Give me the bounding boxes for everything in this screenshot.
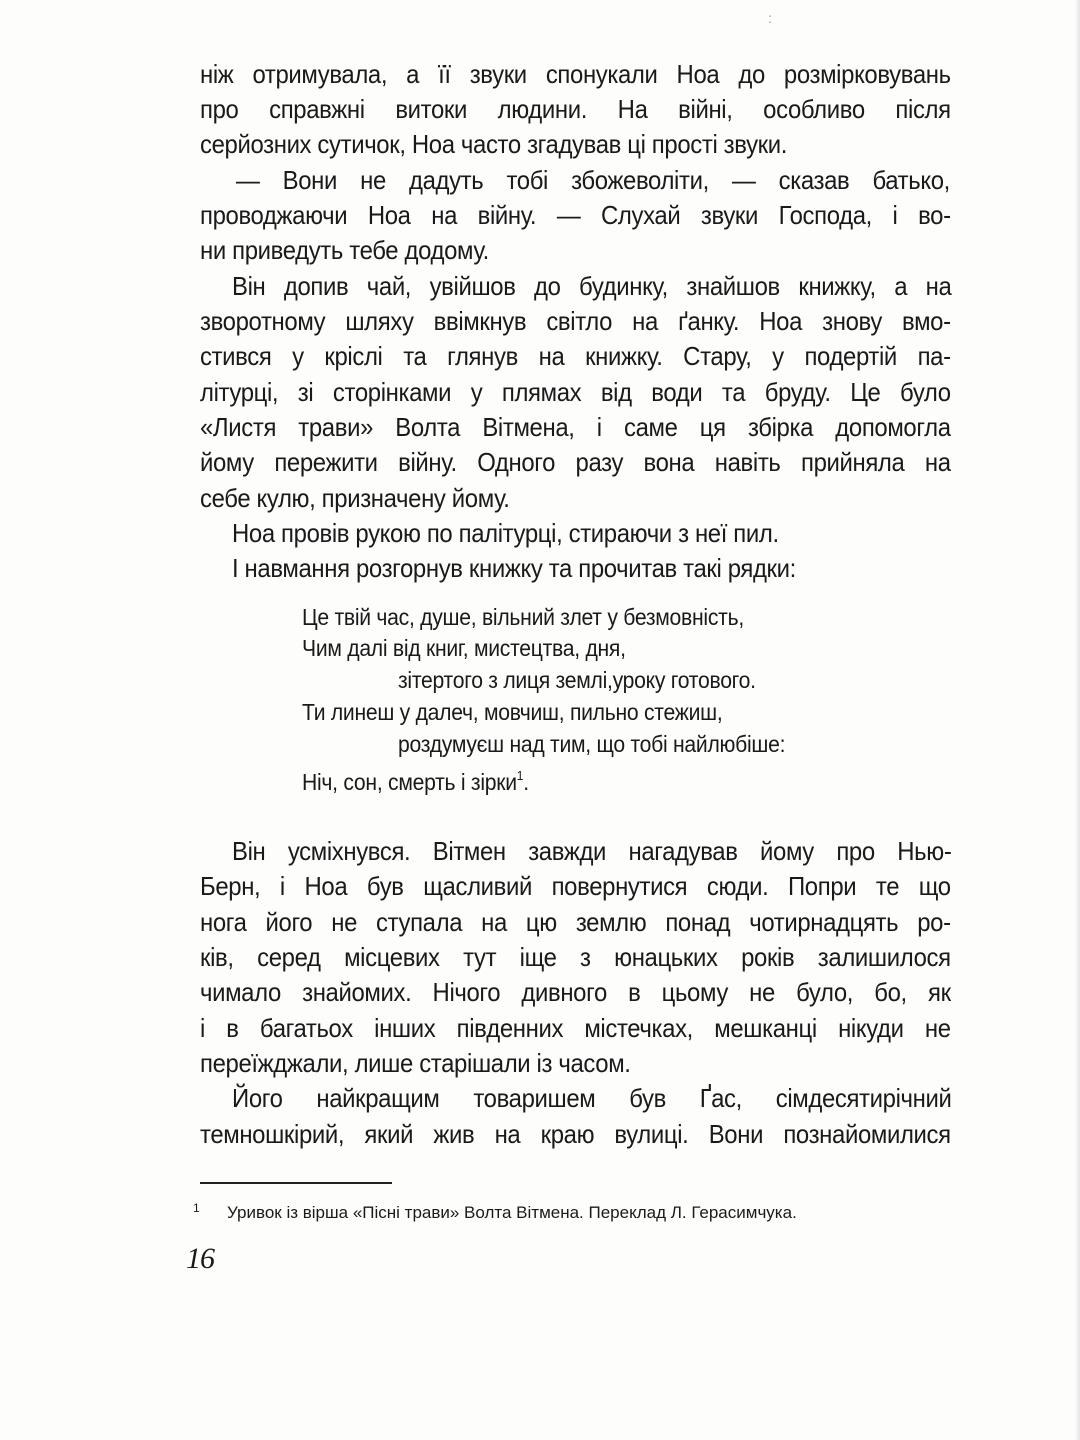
- text-line: йому пережити війну. Одного разу вона навіть прийняла на: [200, 447, 951, 477]
- text-line: темношкірий, який жив на краю вулиці. Вони познайомилися: [200, 1119, 951, 1149]
- footnote-divider: [200, 1182, 392, 1184]
- text-line: переїжджали, лише старішали із часом.: [200, 1048, 631, 1078]
- text-line: нога його не ступала на цю землю понад чотирнадцять ро-: [200, 907, 951, 937]
- text-line: стився у кріслі та глянув на книжку. Стару, у подертій па-: [200, 341, 951, 371]
- verse-line: Чим далі від книг, мистецтва, дня,: [302, 635, 626, 661]
- text-line: проводжаючи Ноа на війну. — Слухай звуки Господа, і во-: [200, 200, 951, 230]
- verse-period: .: [523, 769, 529, 795]
- page-number: 16: [186, 1242, 214, 1275]
- text-line: ни приведуть тебе додому.: [200, 235, 489, 265]
- text-line: ніж отримувала, а її звуки спонукали Ноа до розмірковувань: [200, 59, 951, 89]
- footnote-text: Уривок із вірша «Пісні трави» Волта Вітмена. Переклад Л. Герасимчука.: [227, 1203, 797, 1222]
- text-line: і в багатьох інших південних містечках, мешканці нікуди не: [200, 1013, 951, 1043]
- text-line: ків, серед місцевих тут іще з юнацьких років залишилося: [200, 942, 951, 972]
- text-line: Він допив чай, увійшов до будинку, знайшов книжку, а на: [232, 271, 952, 301]
- text-line: — Вони не дадуть тобі збожеволіти, — сказав батько,: [236, 165, 950, 195]
- text-line: Його найкращим товаришем був Ґас, сімдесятирічний: [232, 1083, 952, 1113]
- text-line: Берн, і Ноа був щасливий повернутися сюди. Попри те що: [200, 871, 951, 901]
- text-line: серйозних сутичок, Ноа часто згадував ці прості звуки.: [200, 129, 788, 159]
- footnote-marker: 1: [193, 1201, 200, 1215]
- verse-text: Ніч, сон, смерть і зірки: [302, 769, 517, 795]
- text-line: чимало знайомих. Нічого дивного в цьому не було, бо, як: [200, 977, 951, 1007]
- verse-line: роздумуєш над тим, що тобі найлюбіше:: [398, 731, 786, 757]
- verse-line: [302, 760, 529, 798]
- text-line: Він усміхнувся. Вітмен завжди нагадував йому про Нью-: [232, 836, 952, 866]
- verse-line: Це твій час, душе, вільний злет у безмовність,: [302, 604, 744, 630]
- text-line: Ноа провів рукою по палітурці, стираючи з неї пил.: [232, 518, 779, 548]
- scan-speck: :: [768, 10, 772, 26]
- scan-edge: [1074, 0, 1080, 1440]
- text-line: І навмання розгорнув книжку та прочитав такі рядки:: [232, 553, 796, 583]
- verse-line: зітертого з лиця землі,уроку готового.: [398, 667, 756, 693]
- text-line: себе кулю, призначену йому.: [200, 483, 510, 513]
- text-line: «Листя трави» Волта Вітмена, і саме ця збірка допомогла: [200, 412, 951, 442]
- verse-line: Ти линеш у далеч, мовчиш, пильно стежиш,: [302, 699, 723, 725]
- text-line: про справжні витоки людини. На війні, особливо після: [200, 94, 951, 124]
- footnote-reference: 1: [516, 768, 524, 783]
- footnote: [193, 1196, 953, 1225]
- text-line: зворотному шляху ввімкнув світло на ґанку. Ноа знову вмо-: [200, 306, 951, 336]
- text-line: літурці, зі сторінками у плямах від води та бруду. Це було: [200, 377, 951, 407]
